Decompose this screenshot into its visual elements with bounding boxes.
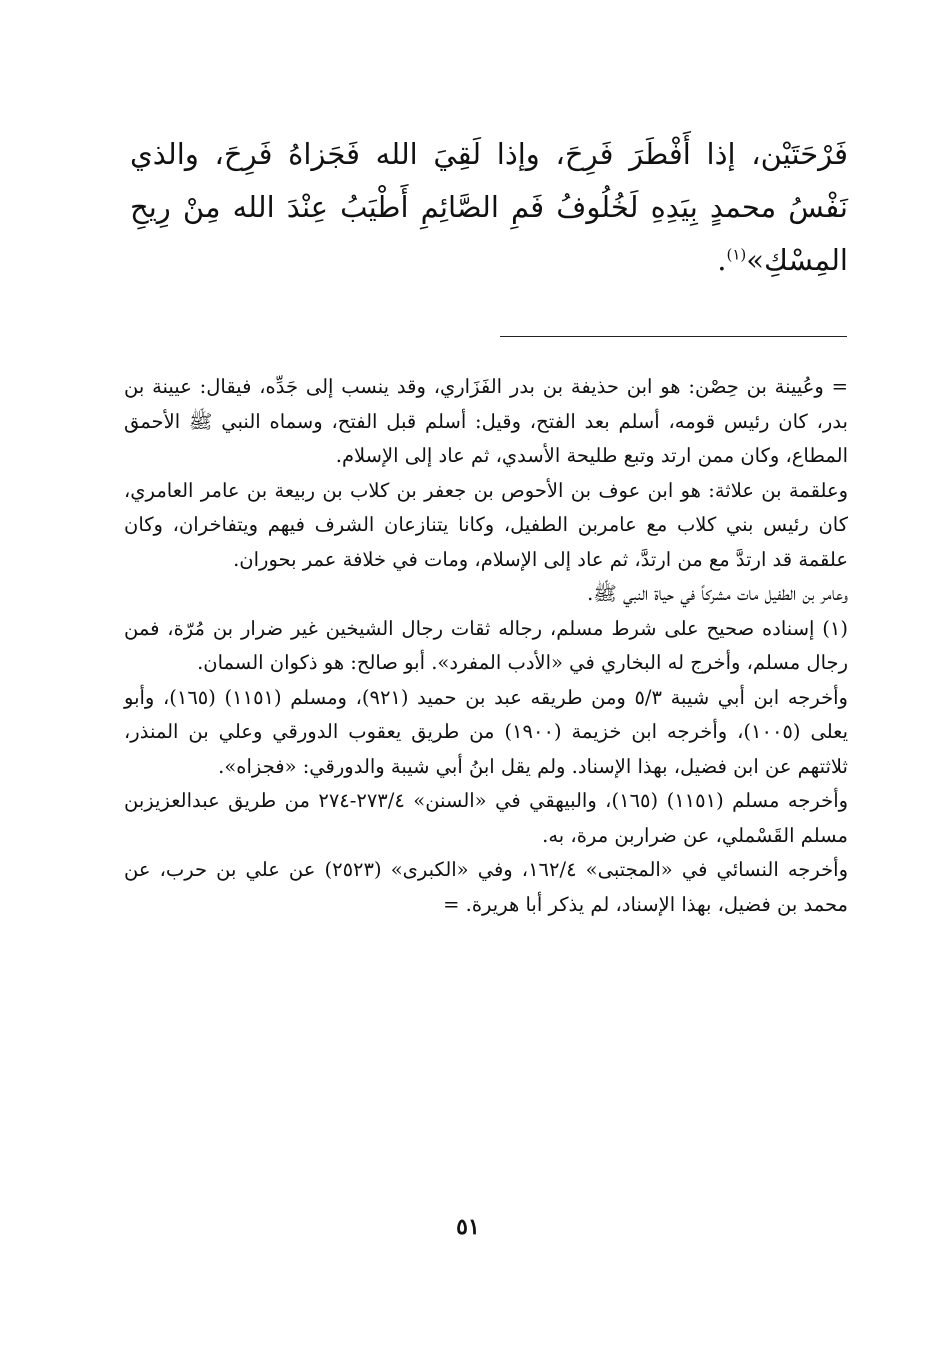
main-text-line-3-end: . (717, 243, 727, 277)
footnotes-block (124, 370, 848, 922)
footnote-paragraph-muslim: وأخرجه مسلم (١١٥١) (١٦٥)، والبيهقي في «السنن» ٢٧٣/٤-٢٧٤ من طريق عبدالعزيزبن مسلم القَسْملي، عن ضراربن مرة، به. (124, 789, 849, 847)
footnote-paragraph-amir: وعامر بن الطفيل مات مشركاً في حياة النبي ﷺ. (587, 582, 848, 605)
footnote-paragraph-ibn-abi-shaybah: وأخرجه ابن أبي شيبة ٥/٣ ومن طريقه عبد بن حميد (٩٢١)، ومسلم (١١٥١) (١٦٥)، وأبو يعلى (١٠٠٥)، وأخرجه ابن خزيمة (١٩٠٠) من طريق يعقوب الدورقي وعلي بن المنذر، ثلاثتهم عن ابن فضيل، بهذا الإسناد. ولم يقل ابنُ أبي شيبة والدورقي: «فجزاه». (124, 685, 848, 778)
main-text-line-1: فَرْحَتَيْن، إذا أَفْطَرَ فَرِحَ، وإذا لَقِيَ الله فَجَزاهُ فَرِحَ، والذي نَفْسُ (130, 137, 848, 224)
footnote-paragraph-nasai: وأخرجه النسائي في «المجتبى» ١٦٢/٤، وفي «الكبرى» (٢٥٢٣) عن علي بن حرب، عن محمد بن فضيل، بهذا الإسناد، لم يذكر أبا هريرة. = (124, 858, 849, 916)
main-text-paragraph (130, 128, 848, 287)
main-text-line-2: محمدٍ بِيَدِهِ لَخُلُوفُ فَمِ الصَّائِمِ أَطْيَبُ عِنْدَ الله مِنْ رِيحِ (130, 190, 777, 224)
footnote-paragraph-alqamah: وعلقمة بن علاثة: هو ابن عوف بن الأحوص بن جعفر بن كلاب بن ربيعة بن عامر العامري، كان رئيس بني كلاب مع عامربن الطفيل، وكانا يتنازعان الشرف فيهم ويتفاخران، وكان علقمة قد ارتدَّ مع من ارتدَّ، ثم عاد إلى الإسلام، ومات في خلافة عمر بحوران. (124, 478, 848, 571)
page-number: ٥١ (456, 1214, 480, 1240)
main-text-line-3: المِسْكِ» (746, 243, 848, 277)
main-text-block (130, 128, 848, 287)
footnote-paragraph-uyaynah: = وعُيينة بن حِصْن: هو ابن حذيفة بن بدر الفَزَاري، وقد ينسب إلى جَدِّه، فيقال: عيينة بن بدر، كان رئيس قومه، أسلم بعد الفتح، وقيل: أسلم قبل الفتح، وسماه النبي ﷺ الأحمق المطاع، وكان ممن ارتد وتبع طليحة الأسدي، ثم عاد إلى الإسلام. (124, 375, 848, 467)
footnote-reference[interactable]: (١) (726, 245, 747, 264)
footnote-divider (500, 336, 847, 337)
footnote-paragraph-isnad: (١) إسناده صحيح على شرط مسلم، رجاله ثقات رجال الشيخين غير ضرار بن مُرّة، فمن رجال مسلم، وأخرج له البخاري في «الأدب المفرد». أبو صالح: هو ذكوان السمان. (124, 616, 848, 674)
